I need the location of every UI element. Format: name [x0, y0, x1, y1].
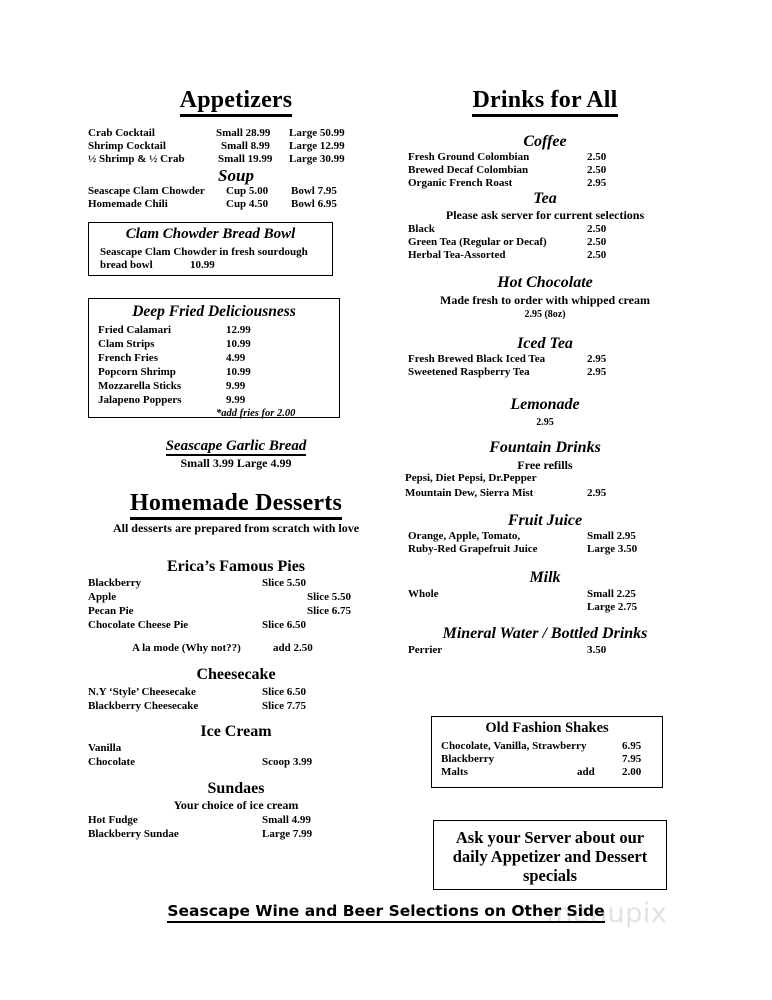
item-price: 2.50 — [587, 223, 607, 235]
item-price-large: Large 50.99 — [289, 127, 345, 139]
old-fashion-shakes-box — [431, 716, 663, 788]
drinks-title: Drinks for All — [400, 88, 690, 113]
item-price: Scoop 3.99 — [262, 756, 313, 768]
item-name: Sweetened Raspberry Tea — [408, 366, 530, 378]
item-price: 10.99 — [226, 338, 251, 351]
item-name: Blackberry Cheesecake — [88, 700, 199, 712]
item-price: 2.95 — [587, 177, 607, 189]
item-name: Whole — [408, 588, 439, 600]
item-name: Seascape Clam Chowder — [88, 185, 205, 197]
menu-item-row — [408, 151, 698, 164]
menu-item-row — [408, 644, 698, 657]
item-name: Chocolate, Vanilla, Strawberry — [441, 739, 587, 752]
menu-item-row — [408, 353, 698, 366]
deep-fried-footnote: *add fries for 2.00 — [216, 408, 296, 420]
menu-item-row — [441, 740, 662, 753]
item-name: Fresh Ground Colombian — [408, 151, 530, 163]
coffee-title: Coffee — [523, 133, 567, 150]
menu-item-row — [88, 127, 388, 140]
fountain-list — [405, 472, 695, 501]
item-price: Small 2.95 — [587, 530, 636, 542]
menu-item-row — [408, 236, 698, 249]
sundaes-subtitle: Your choice of ice cream — [173, 797, 299, 812]
garlic-bread-prices: Small 3.99 Large 4.99 — [180, 455, 292, 470]
menu-item-row — [88, 813, 398, 827]
menu-item-row — [408, 588, 698, 601]
menu-item-row — [408, 177, 698, 190]
item-price-large: Large 30.99 — [289, 153, 345, 165]
item-price-cup: Cup 5.00 — [226, 185, 269, 197]
fruit-juice-list — [408, 530, 698, 556]
pies-list — [88, 576, 398, 632]
item-price: Slice 5.50 — [262, 577, 306, 589]
menu-item-row — [98, 351, 339, 365]
cheesecake-list — [88, 685, 398, 713]
tea-list — [408, 223, 698, 262]
item-price: 2.95 — [587, 353, 607, 365]
item-price: Large 7.99 — [262, 828, 313, 840]
footer-text: Seascape Wine and Beer Selections on Other Side — [167, 902, 604, 923]
milk-title: Milk — [529, 569, 561, 586]
item-price: Slice 5.50 — [307, 591, 351, 603]
item-price: 2.00 — [622, 765, 642, 778]
menu-item-row — [408, 601, 698, 614]
item-price-large: Large 12.99 — [289, 140, 345, 152]
item-name: Apple — [88, 591, 117, 603]
item-price: 2.95 — [587, 366, 607, 378]
shakes-list — [441, 740, 662, 779]
item-name: N.Y ‘Style’ Cheesecake — [88, 686, 196, 698]
item-name: Clam Strips — [98, 338, 155, 351]
cheesecake-title: Cheesecake — [196, 666, 276, 683]
menu-item-row — [88, 755, 398, 769]
menu-item-row — [408, 249, 698, 262]
menu-item-row — [88, 604, 398, 618]
item-price: 6.95 — [622, 739, 642, 752]
deep-fried-list — [98, 323, 339, 421]
soup-list — [88, 185, 388, 211]
menu-item-row — [98, 323, 339, 337]
specials-line-1: Ask your Server about our — [455, 828, 645, 847]
specials-line-3: specials — [522, 866, 578, 885]
item-name: Ruby-Red Grapefruit Juice — [408, 543, 538, 555]
item-price: 7.95 — [622, 752, 642, 765]
item-price: Slice 7.75 — [262, 700, 306, 712]
menu-item-row — [98, 407, 339, 421]
item-name: Fresh Brewed Black Iced Tea — [408, 353, 546, 365]
item-name: Pecan Pie — [88, 605, 134, 617]
item-price: add 2.50 — [273, 642, 313, 654]
fountain-subtitle: Free refills — [517, 457, 573, 472]
item-name: Shrimp Cocktail — [88, 140, 166, 152]
item-name: Brewed Decaf Colombian — [408, 164, 529, 176]
item-name: Chocolate — [88, 756, 136, 768]
menu-item-row — [88, 153, 388, 166]
item-name: Blackberry — [88, 577, 142, 589]
menu-item-row — [405, 485, 695, 501]
milk-list — [408, 588, 698, 614]
item-price: 10.99 — [226, 366, 251, 379]
menu-item-row — [88, 140, 388, 153]
item-name: Jalapeno Poppers — [98, 394, 182, 407]
menu-item-row — [441, 766, 662, 779]
menupix-watermark: menupix — [546, 898, 668, 929]
footer-other-side-note — [0, 902, 772, 921]
item-price-bowl: Bowl 6.95 — [291, 198, 337, 210]
menu-item-row — [408, 366, 698, 379]
hot-chocolate-price: 2.95 (8oz) — [524, 309, 566, 321]
menu-item-row — [88, 198, 388, 211]
item-name: A la mode (Why not??) — [132, 642, 241, 654]
item-price-small: Small 28.99 — [216, 127, 271, 139]
item-price: 2.50 — [587, 249, 607, 261]
menu-item-row — [88, 699, 398, 713]
item-name: Pepsi, Diet Pepsi, Dr.Pepper — [405, 472, 537, 484]
lemonade-price: 2.95 — [536, 416, 554, 428]
item-price-small: Small 19.99 — [218, 153, 273, 165]
item-modifier: add — [577, 765, 595, 778]
fountain-title: Fountain Drinks — [489, 439, 601, 456]
appetizers-title: Appetizers — [86, 88, 386, 113]
desserts-subtitle: All desserts are prepared from scratch with love — [112, 521, 360, 536]
menu-item-row — [408, 223, 698, 236]
menu-item-row — [441, 753, 662, 766]
menu-item-row — [88, 576, 398, 590]
ice-cream-list — [88, 741, 398, 769]
item-name: Perrier — [408, 644, 443, 656]
pies-title: Erica’s Famous Pies — [166, 558, 306, 575]
item-name: ½ Shrimp & ½ Crab — [88, 153, 185, 165]
item-name: Chocolate Cheese Pie — [88, 619, 189, 631]
item-name: Blackberry Sundae — [88, 828, 179, 840]
item-price-small: Small 8.99 — [221, 140, 270, 152]
fruit-juice-title: Fruit Juice — [507, 512, 583, 529]
item-name: Black — [408, 223, 435, 235]
item-name: Mozzarella Sticks — [98, 380, 182, 393]
item-price: 9.99 — [226, 380, 246, 393]
menu-item-row — [88, 741, 398, 755]
coffee-list — [408, 151, 698, 190]
item-name: Malts — [441, 765, 468, 778]
bread-bowl-title: Clam Chowder Bread Bowl — [125, 226, 296, 242]
menu-item-row — [408, 530, 698, 543]
item-name: Green Tea (Regular or Decaf) — [408, 236, 547, 248]
item-name: Organic French Roast — [408, 177, 513, 189]
menu-item-row — [88, 641, 398, 655]
item-name: Vanilla — [88, 742, 122, 754]
hot-chocolate-subtitle: Made fresh to order with whipped cream — [440, 292, 650, 307]
item-name: French Fries — [98, 352, 158, 365]
deep-fried-title: Deep Fried Deliciousness — [132, 303, 296, 320]
bread-bowl-box — [88, 222, 333, 276]
item-name: Hot Fudge — [88, 814, 138, 826]
menu-item-row — [98, 365, 339, 379]
item-name: Homemade Chili — [88, 198, 168, 210]
sundaes-list — [88, 813, 398, 841]
sundaes-title: Sundaes — [207, 780, 265, 797]
item-name: Herbal Tea-Assorted — [408, 249, 506, 261]
menu-item-row — [88, 185, 388, 198]
menu-item-row — [88, 590, 398, 604]
tea-title: Tea — [533, 190, 557, 207]
item-price: 2.50 — [587, 236, 607, 248]
menu-item-row — [98, 379, 339, 393]
lemonade-title: Lemonade — [510, 396, 580, 413]
alamode-row — [88, 641, 398, 655]
menu-item-row — [408, 543, 698, 556]
menu-item-row — [98, 337, 339, 351]
mineral-water-title: Mineral Water / Bottled Drinks — [442, 625, 648, 642]
desserts-title: Homemade Desserts — [86, 491, 386, 516]
iced-tea-title: Iced Tea — [517, 335, 573, 352]
garlic-bread-title: Seascape Garlic Bread — [165, 438, 307, 454]
bread-bowl-item-name: bread bowl — [100, 258, 153, 271]
menu-item-row — [408, 164, 698, 177]
iced-tea-list — [408, 353, 698, 379]
specials-box — [433, 820, 667, 890]
bread-bowl-desc: Seascape Clam Chowder in fresh sourdough — [100, 245, 308, 258]
item-price: 9.99 — [226, 394, 246, 407]
item-price-cup: Cup 4.50 — [226, 198, 269, 210]
item-name: Orange, Apple, Tomato, — [408, 530, 521, 542]
soup-title: Soup — [218, 166, 254, 185]
item-price: 3.50 — [587, 644, 607, 656]
item-price: Small 2.25 — [587, 588, 636, 600]
menu-item-row — [88, 827, 398, 841]
item-price: 2.50 — [587, 151, 607, 163]
menu-item-row — [88, 685, 398, 699]
ice-cream-title: Ice Cream — [200, 723, 272, 740]
item-price: Slice 6.75 — [307, 605, 351, 617]
item-price: Large 2.75 — [587, 601, 638, 613]
item-price: 2.95 — [587, 487, 607, 499]
mineral-water-list — [408, 644, 698, 657]
item-price: 4.99 — [226, 352, 246, 365]
item-price: 12.99 — [226, 324, 251, 337]
item-price-bowl: Bowl 7.95 — [291, 185, 337, 197]
hot-chocolate-title: Hot Chocolate — [497, 274, 593, 291]
cocktails-list — [88, 127, 388, 166]
shakes-title: Old Fashion Shakes — [485, 720, 609, 736]
item-name: Fried Calamari — [98, 324, 172, 337]
menu-item-row — [405, 472, 695, 485]
deep-fried-box — [88, 298, 340, 418]
item-name: Crab Cocktail — [88, 127, 155, 139]
menu-item-row — [98, 393, 339, 407]
tea-subtitle: Please ask server for current selections — [445, 207, 645, 222]
menu-item-row — [88, 618, 398, 632]
item-name: Blackberry — [441, 752, 495, 765]
item-name: Popcorn Shrimp — [98, 366, 176, 379]
item-price: 2.50 — [587, 164, 607, 176]
item-name: Mountain Dew, Sierra Mist — [405, 487, 534, 499]
item-price: Small 4.99 — [262, 814, 311, 826]
item-price: Slice 6.50 — [262, 686, 306, 698]
item-price: Large 3.50 — [587, 543, 638, 555]
specials-line-2: daily Appetizer and Dessert — [452, 847, 648, 866]
bread-bowl-price: 10.99 — [190, 258, 215, 271]
item-price: Slice 6.50 — [262, 619, 306, 631]
